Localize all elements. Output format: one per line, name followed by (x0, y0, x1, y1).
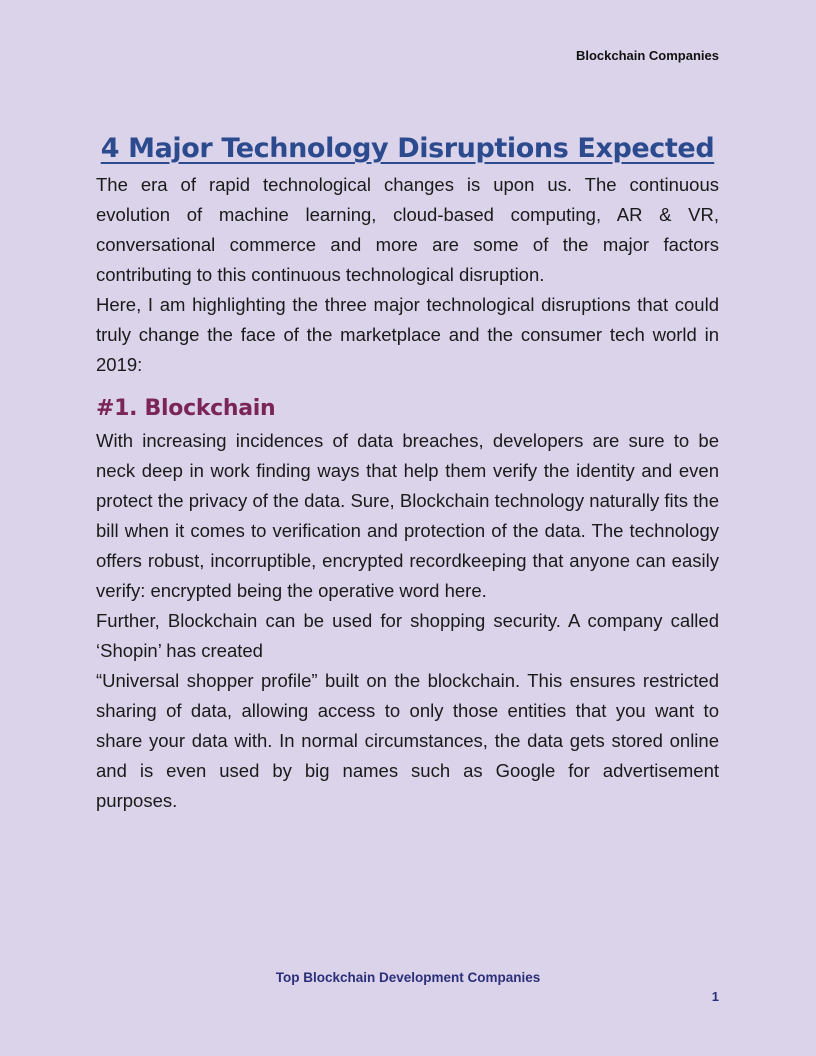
article-body (96, 128, 719, 816)
page-number: 1 (711, 989, 719, 1004)
running-footer: Top Blockchain Development Companies (275, 970, 541, 985)
article-title: 4 Major Technology Disruptions Expected (100, 133, 715, 164)
paragraph-intro: The era of rapid technological changes is upon us. The continuous evolution of machine learning, cloud-based computing, AR & VR, conversational commerce and more are some of the major factors contributing to this continuous technological disruption. (96, 174, 719, 285)
paragraph-shopping-security: Further, Blockchain can be used for shopping security. A company called ‘Shopin’ has created (96, 610, 719, 661)
paragraph-highlight: Here, I am highlighting the three major technological disruptions that could truly change the face of the marketplace and the consumer tech world in 2019: (96, 294, 719, 375)
paragraph-data-breaches: With increasing incidences of data breaches, developers are sure to be neck deep in work finding ways that help them verify the identity and even protect the privacy of the data. Sure, Blockchain technology naturally fits the bill when it comes to verification and protection of the data. The technology offers robust, incorruptible, encrypted recordkeeping that anyone can easily verify: encrypted being the operative word here. (96, 430, 719, 601)
paragraph-shopper-profile: “Universal shopper profile” built on the blockchain. This ensures restricted sharing of data, allowing access to only those entities that you want to share your data with. In normal circumstances, the data gets stored online and is even used by big names such as Google for advertisement purposes. (96, 670, 719, 811)
section-heading-blockchain: #1. Blockchain (96, 396, 276, 421)
running-header: Blockchain Companies (575, 48, 719, 63)
